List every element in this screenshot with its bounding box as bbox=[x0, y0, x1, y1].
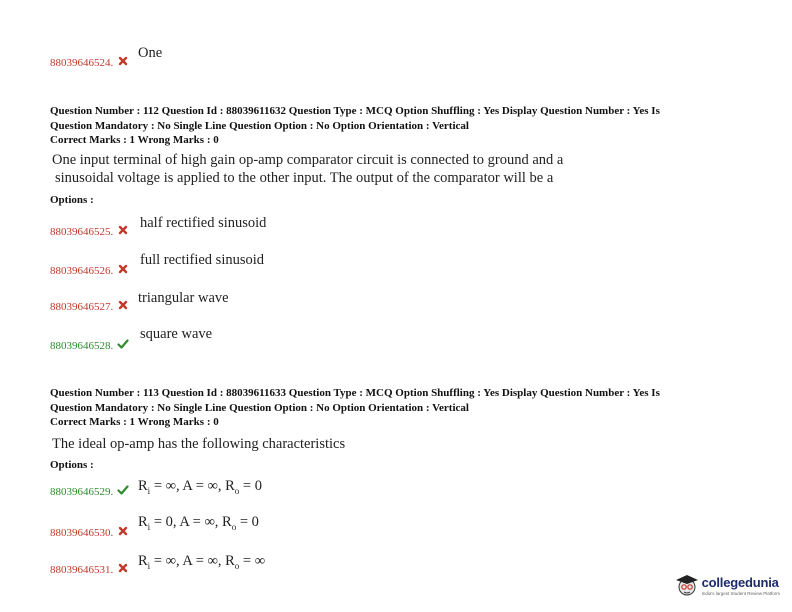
option-formula: $R_i = 0$, A = ∞, $R_o = 0$ bbox=[138, 514, 259, 532]
option-id: 88039646529. bbox=[50, 486, 114, 498]
question-header: Question Number : 112 Question Id : 88039611632 Question Type : MCQ Option Shuffling : Yes Display Question Number : Yes Is Question Mandatory : No Single Line Question Option : No Option Orientation : Vertical Correct Marks : 1 Wrong Marks : 0 bbox=[50, 105, 660, 146]
marks-info: Correct Marks : 1 Wrong Marks : 0 bbox=[50, 416, 219, 428]
option-row bbox=[50, 297, 129, 315]
option-id: 88039646531. bbox=[50, 564, 114, 576]
options-label: Options : bbox=[50, 459, 94, 471]
option-text: square wave bbox=[140, 326, 213, 342]
wrong-cross-icon bbox=[117, 525, 129, 537]
question-text: The ideal op-amp has the following characteristics bbox=[52, 436, 346, 452]
option-id: 88039646528. bbox=[50, 340, 114, 352]
option-text: One bbox=[138, 45, 163, 61]
option-id: 88039646524. bbox=[50, 57, 114, 69]
option-row bbox=[50, 261, 129, 279]
correct-check-icon bbox=[117, 484, 129, 496]
logo-tagline: India's largest Student Review Platform bbox=[701, 590, 780, 596]
option-row bbox=[50, 523, 129, 541]
wrong-cross-icon bbox=[117, 55, 129, 67]
option-id: 88039646525. bbox=[50, 226, 114, 238]
option-formula: $R_i$ = ∞, A = ∞, $R_o$ = ∞ bbox=[138, 553, 266, 571]
collegedunia-logo bbox=[674, 572, 780, 598]
option-row bbox=[50, 222, 129, 240]
question-header: Question Number : 113 Question Id : 88039611633 Question Type : MCQ Option Shuffling : Yes Display Question Number : Yes Is Question Mandatory : No Single Line Question Option : No Option Orientation : Vertical Correct Marks : 1 Wrong Marks : 0 bbox=[50, 387, 660, 428]
wrong-cross-icon bbox=[117, 263, 129, 275]
logo-name: collegedunia bbox=[701, 574, 779, 590]
option-text: full rectified sinusoid bbox=[140, 252, 265, 268]
option-id: 88039646526. bbox=[50, 265, 114, 277]
marks-info: Correct Marks : 1 Wrong Marks : 0 bbox=[50, 134, 219, 146]
option-row bbox=[50, 336, 129, 354]
wrong-cross-icon bbox=[117, 224, 129, 236]
question-text: One input terminal of high gain op-amp comparator circuit is connected to ground and a sinusoidal voltage is applied to the other input. The output of the comparator will be a bbox=[52, 152, 564, 186]
option-id: 88039646530. bbox=[50, 527, 114, 539]
options-label: Options : bbox=[50, 194, 94, 206]
option-text: half rectified sinusoid bbox=[140, 215, 267, 231]
correct-check-icon bbox=[117, 338, 129, 350]
wrong-cross-icon bbox=[117, 299, 129, 311]
option-text: triangular wave bbox=[138, 290, 229, 306]
option-row bbox=[50, 482, 129, 500]
option-id: 88039646527. bbox=[50, 301, 114, 313]
option-row bbox=[50, 53, 129, 71]
option-formula: $R_i$ = ∞, A = ∞, $R_o = 0$ bbox=[138, 478, 262, 496]
graduate-mascot-icon bbox=[674, 572, 700, 598]
wrong-cross-icon bbox=[117, 562, 129, 574]
option-row bbox=[50, 560, 129, 578]
